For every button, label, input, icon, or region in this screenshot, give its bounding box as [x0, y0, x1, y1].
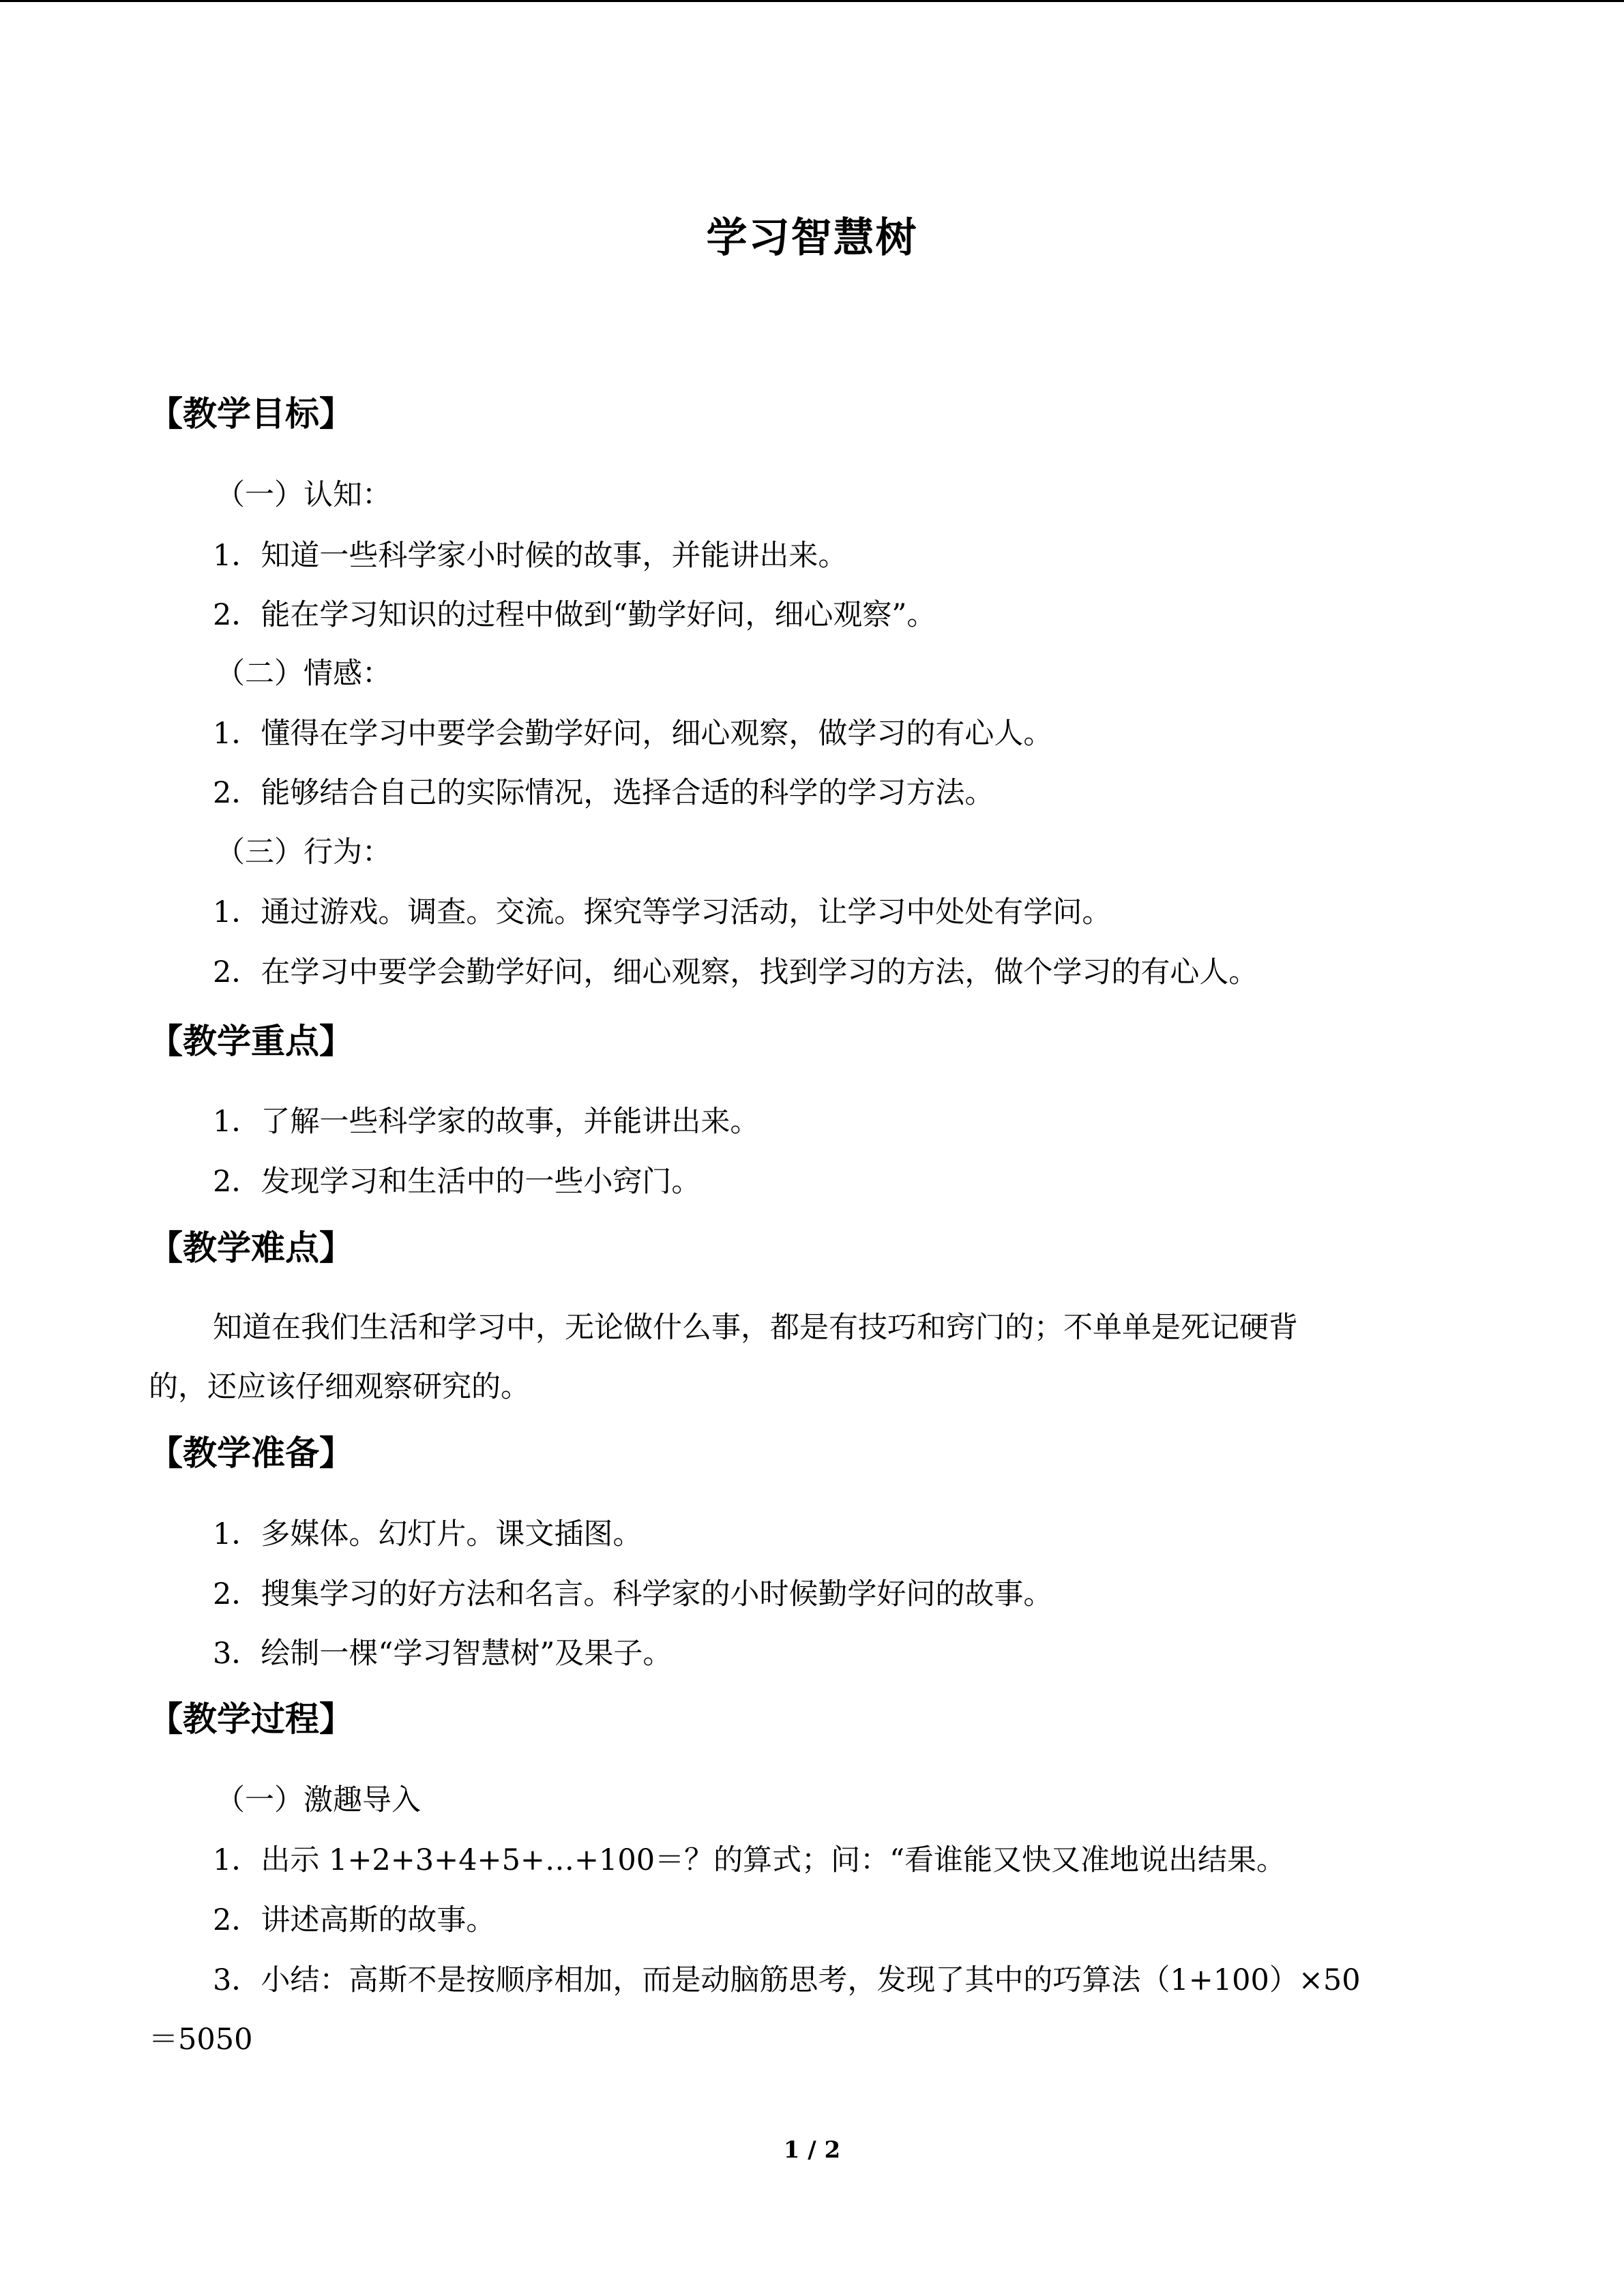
heading-difficulties: 【教学难点】	[149, 1228, 353, 1268]
objectives-behavior-item-2: 2．在学习中要学会勤学好问，细心观察，找到学习的方法，做个学习的有心人。	[213, 955, 1258, 989]
difficulties-paragraph-line-2: 的，还应该仔细观察研究的。	[149, 1370, 530, 1404]
objectives-cognition-label: （一）认知：	[216, 478, 392, 512]
preparation-item-1: 1．多媒体。幻灯片。课文插图。	[213, 1517, 643, 1551]
objectives-emotion-item-1: 1．懂得在学习中要学会勤学好问，细心观察，做学习的有心人。	[213, 717, 1053, 751]
objectives-behavior-item-1: 1．通过游戏。调查。交流。探究等学习活动，让学习中处处有学问。	[213, 895, 1112, 929]
process-intro-summary-line-2: ＝5050	[149, 2023, 253, 2057]
process-intro-item-1: 1．出示 1+2+3+4+5+…+100＝？的算式；问：“看谁能又快又准地说出结果。	[213, 1843, 1286, 1877]
objectives-cognition-item-1: 1．知道一些科学家小时候的故事，并能讲出来。	[213, 539, 848, 573]
process-intro-summary-line-1: 3．小结：高斯不是按顺序相加，而是动脑筋思考，发现了其中的巧算法（1+100）×50	[213, 1963, 1361, 1997]
difficulties-paragraph-line-1: 知道在我们生活和学习中，无论做什么事，都是有技巧和窍门的；不单单是死记硬背	[213, 1311, 1298, 1345]
document-title: 学习智慧树	[706, 214, 918, 262]
heading-objectives: 【教学目标】	[149, 394, 353, 434]
process-intro-label: （一）激趣导入	[216, 1783, 421, 1817]
objectives-emotion-label: （二）情感：	[216, 657, 392, 691]
top-border-rule	[0, 0, 1624, 2]
objectives-emotion-item-2: 2．能够结合自己的实际情况，选择合适的科学的学习方法。	[213, 776, 994, 810]
page-number: 1 / 2	[783, 2136, 841, 2164]
heading-process: 【教学过程】	[149, 1699, 353, 1739]
objectives-behavior-label: （三）行为：	[216, 835, 392, 869]
key-points-item-1: 1．了解一些科学家的故事，并能讲出来。	[213, 1105, 760, 1139]
preparation-item-3: 3．绘制一棵“学习智慧树”及果子。	[213, 1637, 673, 1671]
heading-key-points: 【教学重点】	[149, 1022, 353, 1061]
key-points-item-2: 2．发现学习和生活中的一些小窍门。	[213, 1165, 701, 1199]
preparation-item-2: 2．搜集学习的好方法和名言。科学家的小时候勤学好问的故事。	[213, 1577, 1053, 1611]
objectives-cognition-item-2: 2．能在学习知识的过程中做到“勤学好问，细心观察”。	[213, 598, 936, 632]
process-intro-item-2: 2．讲述高斯的故事。	[213, 1903, 496, 1937]
heading-preparation: 【教学准备】	[149, 1433, 353, 1473]
